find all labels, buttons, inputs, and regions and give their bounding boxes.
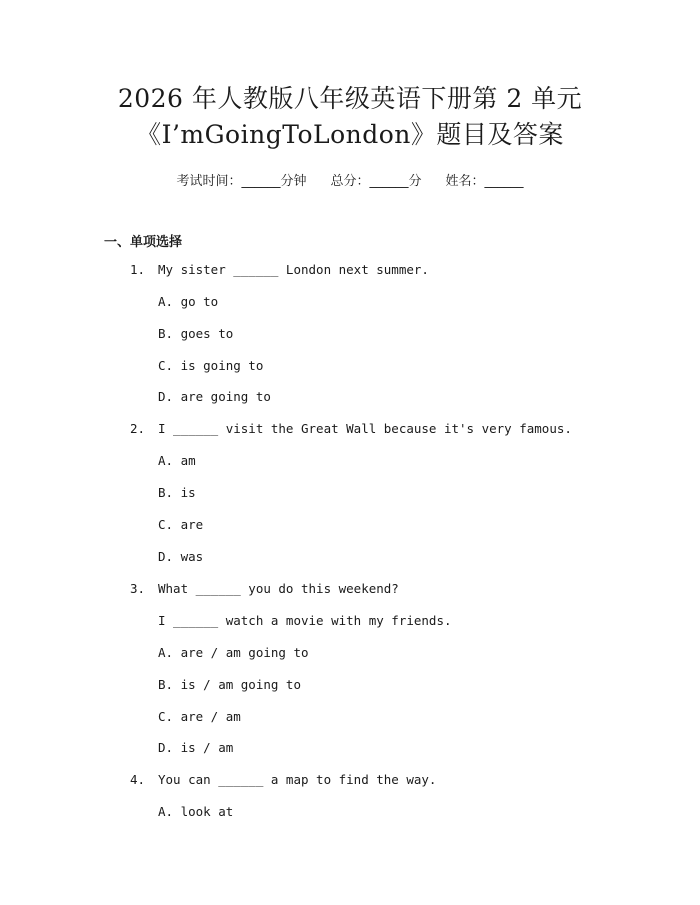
section-heading: 一、单项选择 bbox=[104, 235, 183, 250]
question-number: 2. bbox=[130, 421, 146, 436]
exam-meta bbox=[0, 170, 700, 189]
option-a: A. are / am going to bbox=[158, 645, 309, 660]
question-text: What ______ you do this weekend? bbox=[158, 581, 399, 596]
question-number: 3. bbox=[130, 581, 146, 596]
option-c: C. are bbox=[158, 517, 204, 532]
name-field: 姓名：______ bbox=[445, 174, 524, 189]
option-b: B. goes to bbox=[158, 326, 234, 341]
exam-time-field: 考试时间：______分钟 bbox=[176, 174, 307, 189]
option-c: C. is going to bbox=[158, 358, 264, 373]
question-number: 1. bbox=[130, 262, 146, 277]
page-title-line-1: 2026 年人教版八年级英语下册第 2 单元 bbox=[117, 84, 583, 113]
question-number: 4. bbox=[130, 772, 146, 787]
option-a: A. go to bbox=[158, 294, 219, 309]
option-d: D. is / am bbox=[158, 740, 234, 755]
question-text-continued: I ______ watch a movie with my friends. bbox=[158, 613, 452, 628]
option-c: C. are / am bbox=[158, 709, 241, 724]
option-a: A. look at bbox=[158, 804, 234, 819]
option-d: D. are going to bbox=[158, 389, 271, 404]
page-title-line-2: 《I’mGoingToLondon》题目及答案 bbox=[136, 120, 564, 149]
question-text: My sister ______ London next summer. bbox=[158, 262, 429, 277]
option-d: D. was bbox=[158, 549, 204, 564]
question-text: I ______ visit the Great Wall because it's very famous. bbox=[158, 421, 572, 436]
option-b: B. is bbox=[158, 485, 196, 500]
option-b: B. is / am going to bbox=[158, 677, 301, 692]
question-text: You can ______ a map to find the way. bbox=[158, 772, 437, 787]
total-score-field: 总分：______分 bbox=[330, 174, 422, 189]
option-a: A. am bbox=[158, 453, 196, 468]
